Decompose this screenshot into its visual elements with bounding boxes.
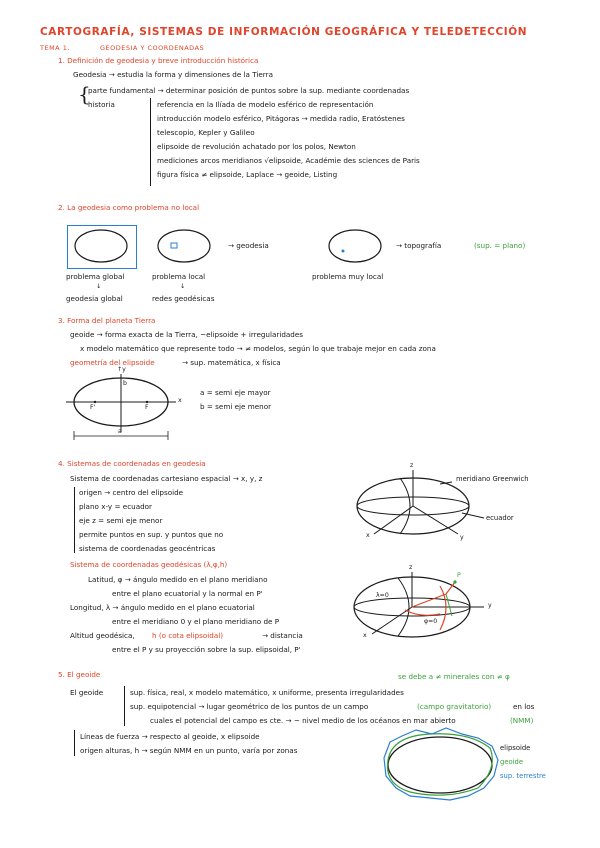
geoide-line-3a: cuales el potencial del campo es cte. → ~ nivel medio de los océanos en mar abierto	[150, 716, 456, 725]
altitud-1c: → distancia	[262, 631, 303, 640]
label-redes-geodesicas: redes geodésicas	[152, 294, 215, 303]
meridiano-label: meridiano Greenwich	[456, 475, 529, 483]
geoide-def: geoide → forma exacta de la Tierra, ~elipsoide + irregularidades	[70, 330, 304, 339]
cart-item: sistema de coordenadas geocéntricas	[79, 544, 216, 553]
el-geoide-label: El geoide	[70, 688, 104, 697]
cart-item: permite puntos en sup. y puntos que no	[79, 530, 224, 539]
geoide-line-2c: en los	[513, 702, 535, 711]
latitud-2: entre el plano ecuatorial y la normal en P'	[112, 589, 263, 598]
label-b: b	[123, 380, 127, 387]
label-a: a	[118, 428, 122, 435]
historia-item: introducción modelo esférico, Pitágoras → medida radio, Eratóstenes	[157, 114, 405, 123]
geometria-elipsoide: geometría del elipsoide	[70, 358, 155, 367]
label-problema-global: problema global	[66, 272, 125, 281]
cart-item: plano x-y = ecuador	[79, 502, 153, 511]
brace: {	[78, 82, 91, 106]
modelo-matematico: x modelo matemático que represente todo → ≠ modelos, según lo que trabaje mejor en cada zona	[80, 344, 436, 353]
ellipse-elipsoide	[388, 737, 492, 793]
historia-item: elipsoide de revolución achatado por los polos, Newton	[157, 142, 356, 151]
longitud-2: entre el meridiano 0 y el plano meridiano de P	[112, 617, 280, 626]
down-arrow: ↓	[180, 283, 186, 290]
historia-item: telescopio, Kepler y Galileo	[157, 128, 255, 137]
geoide-line-3b: (NMM)	[510, 716, 534, 725]
lambda-zero: λ=0	[376, 592, 389, 599]
historia-item: referencia en la Ilíada de modelo esférico de representación	[157, 100, 374, 109]
section-2-heading: 2. La geodesia como problema no local	[58, 203, 200, 212]
geoide-line-2b: (campo gravitatorio)	[417, 702, 492, 711]
legend-geoide: geoide	[500, 758, 524, 766]
axis-x: x	[366, 532, 370, 539]
geoide-curve	[387, 734, 492, 795]
axis-z-2: z	[409, 564, 413, 571]
lineas-fuerza: Líneas de fuerza → respecto al geoide, x elipsoide	[80, 732, 260, 741]
cart-item: eje z = semi eje menor	[79, 516, 163, 525]
parte-fundamental: parte fundamental → determinar posición de puntos sobre la sup. mediante coordenadas	[88, 86, 410, 95]
label-geodesia-global: geodesia global	[66, 294, 123, 303]
geodesicas-heading: Sistema de coordenadas geodésicas (λ,φ,h)	[70, 560, 228, 569]
section-3-heading: 3. Forma del planeta Tierra	[58, 316, 156, 325]
axis-label-y: ↑y	[117, 366, 126, 373]
doc-title: CARTOGRAFÍA, SISTEMAS DE INFORMACIÓN GEOGRÁFICA Y TELEDETECCIÓN	[40, 26, 528, 38]
b-definition: b = semi eje menor	[200, 402, 272, 411]
phi-zero: φ=0	[424, 618, 438, 625]
axis-x-2: x	[363, 632, 367, 639]
axis-z: z	[410, 462, 414, 469]
down-arrow: ↓	[96, 283, 102, 290]
ecuador-label: ecuador	[486, 514, 514, 522]
historia-item: mediciones arcos meridianos √elipsoide, Académie des sciences de Paris	[157, 156, 420, 165]
section-5-heading: 5. El geoide	[58, 670, 101, 679]
legend-sup-terrestre: sup. terrestre	[500, 772, 546, 780]
arrow-geodesia: → geodesia	[228, 241, 269, 250]
label-problema-local: problema local	[152, 272, 206, 281]
section-4-heading: 4. Sistemas de coordenadas en geodesia	[58, 459, 206, 468]
cart-item: origen → centro del elipsoide	[79, 488, 184, 497]
tema-name: GEODESIA Y COORDENADAS	[100, 44, 205, 52]
geoide-line-1: sup. física, real, x modelo matemático, x uniforme, presenta irregularidades	[130, 688, 404, 697]
origen-alturas: origen alturas, h → según NMM en un punto, varía por zonas	[80, 746, 298, 755]
label-f2: F'	[90, 404, 96, 411]
geometria-rest: → sup. matemática, x física	[182, 358, 281, 367]
arrow-topografia: → topografía	[396, 241, 442, 250]
axis-y: y	[460, 534, 464, 541]
geoide-line-2a: sup. equipotencial → lugar geométrico de los puntos de un campo	[130, 702, 369, 711]
altitud-1a: Altitud geodésica,	[70, 631, 135, 640]
axis-label-x: x	[178, 397, 182, 404]
longitud-1: Longitud, λ → ángulo medido en el plano ecuatorial	[70, 603, 255, 612]
section-1-heading: 1. Definición de geodesia y breve introducción histórica	[58, 56, 259, 65]
topografia-note: (sup. = plano)	[474, 241, 526, 250]
geodesia-def: Geodesia → estudia la forma y dimensiones de la Tierra	[73, 70, 273, 79]
legend-elipsoide: elipsoide	[500, 744, 531, 752]
minerales-note: se debe a ≠ minerales con ≠ φ	[398, 672, 510, 681]
historia-label: historia	[88, 100, 115, 109]
a-definition: a = semi eje mayor	[200, 388, 271, 397]
latitud-1: Latitud, φ → ángulo medido en el plano meridiano	[88, 575, 268, 584]
surface-curve	[384, 728, 498, 800]
tema-label: TEMA 1.	[40, 44, 70, 52]
point-p: P	[457, 572, 461, 579]
cartesiano-label: Sistema de coordenadas cartesiano espacial → x, y, z	[70, 474, 263, 483]
axis-y-2: y	[488, 602, 492, 609]
label-problema-muy-local: problema muy local	[312, 272, 384, 281]
altitud-1b: h (o cota elipsoidal)	[152, 631, 224, 640]
label-f: F	[145, 404, 149, 411]
historia-item: figura física ≠ elipsoide, Laplace → geoide, Listing	[157, 170, 338, 179]
altitud-2: entre el P y su proyección sobre la sup. elipsoidal, P'	[112, 645, 301, 654]
